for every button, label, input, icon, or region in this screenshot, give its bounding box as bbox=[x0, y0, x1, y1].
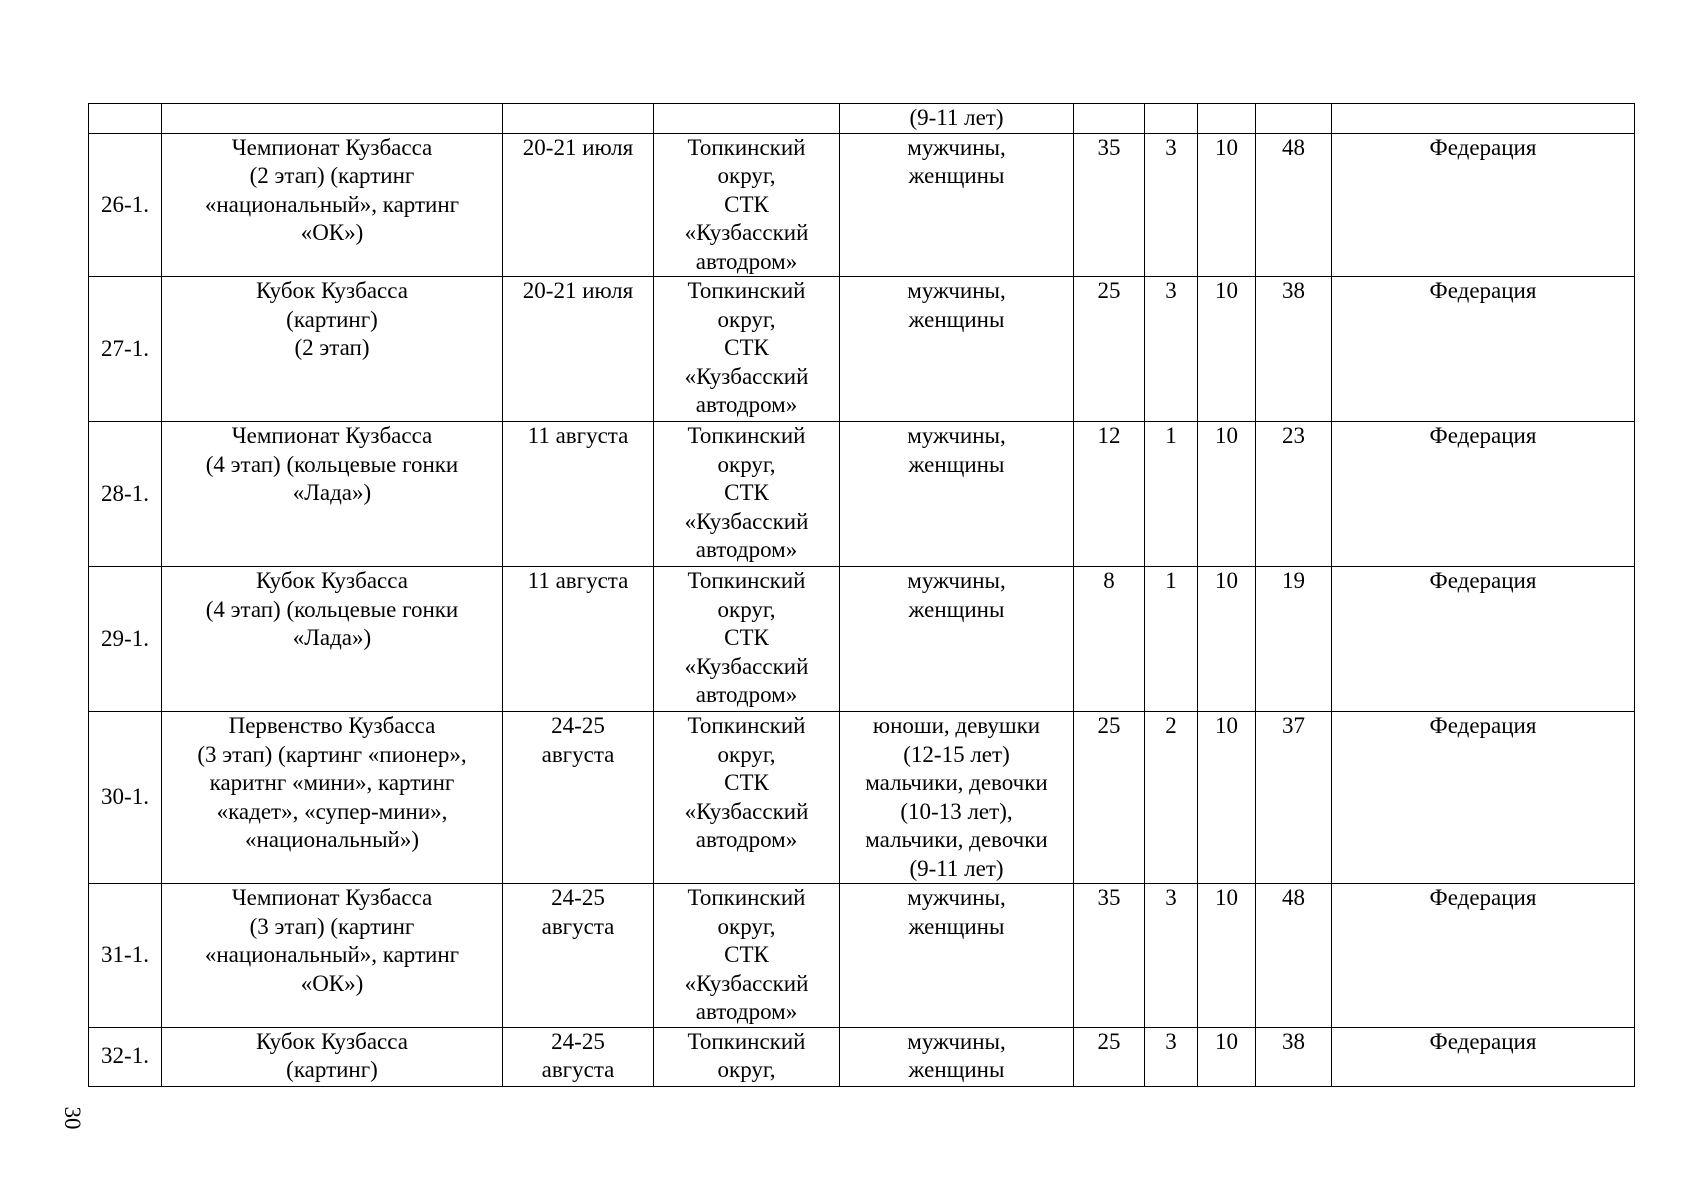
event-place: Топкинский округ, СТК «Кузбасский автодром» bbox=[654, 567, 840, 712]
count-2: 3 bbox=[1145, 277, 1198, 422]
organizer: Федерация bbox=[1332, 884, 1635, 1028]
count-total: 37 bbox=[1256, 712, 1332, 884]
row-number: 30-1. bbox=[89, 712, 162, 884]
row-number: 32-1. bbox=[89, 1027, 162, 1086]
event-participants: мужчины, женщины bbox=[840, 567, 1074, 712]
count-1: 25 bbox=[1074, 277, 1145, 422]
event-name: Чемпионат Кузбасса (3 этап) (картинг «национальный», картинг «ОК») bbox=[162, 884, 503, 1028]
table-row bbox=[89, 567, 1635, 712]
page-number: 30 bbox=[60, 1106, 85, 1130]
event-dates bbox=[503, 104, 654, 134]
event-place: Топкинский округ, СТК «Кузбасский автодром» bbox=[654, 712, 840, 884]
count-2: 2 bbox=[1145, 712, 1198, 884]
count-2: 1 bbox=[1145, 567, 1198, 712]
table-row bbox=[89, 133, 1635, 277]
event-name bbox=[162, 104, 503, 134]
event-place: Топкинский округ, СТК «Кузбасский автодром» bbox=[654, 133, 840, 277]
event-place: Топкинский округ, СТК «Кузбасский автодром» bbox=[654, 277, 840, 422]
count-2 bbox=[1145, 104, 1198, 134]
event-place: Топкинский округ, bbox=[654, 1027, 840, 1086]
count-1: 25 bbox=[1074, 712, 1145, 884]
row-number bbox=[89, 104, 162, 134]
row-number: 27-1. bbox=[89, 277, 162, 422]
row-number: 31-1. bbox=[89, 884, 162, 1028]
events-table bbox=[88, 103, 1635, 1087]
count-3 bbox=[1198, 104, 1256, 134]
organizer: Федерация bbox=[1332, 567, 1635, 712]
count-3: 10 bbox=[1198, 1027, 1256, 1086]
event-participants: мужчины, женщины bbox=[840, 884, 1074, 1028]
organizer: Федерация bbox=[1332, 422, 1635, 567]
count-2: 3 bbox=[1145, 884, 1198, 1028]
event-place: Топкинский округ, СТК «Кузбасский автодром» bbox=[654, 422, 840, 567]
count-total: 23 bbox=[1256, 422, 1332, 567]
count-3: 10 bbox=[1198, 277, 1256, 422]
event-name: Первенство Кузбасса (3 этап) (картинг «пионер», каритнг «мини», картинг «кадет», «супер-мини», «национальный») bbox=[162, 712, 503, 884]
count-total: 48 bbox=[1256, 884, 1332, 1028]
organizer: Федерация bbox=[1332, 1027, 1635, 1086]
organizer bbox=[1332, 104, 1635, 134]
organizer: Федерация bbox=[1332, 712, 1635, 884]
event-place bbox=[654, 104, 840, 134]
table-row bbox=[89, 884, 1635, 1028]
event-participants: юноши, девушки (12-15 лет) мальчики, девочки (10-13 лет), мальчики, девочки (9-11 лет) bbox=[840, 712, 1074, 884]
event-name: Кубок Кузбасса (4 этап) (кольцевые гонки «Лада») bbox=[162, 567, 503, 712]
event-participants: мужчины, женщины bbox=[840, 1027, 1074, 1086]
event-dates: 11 августа bbox=[503, 567, 654, 712]
count-2: 1 bbox=[1145, 422, 1198, 567]
count-3: 10 bbox=[1198, 133, 1256, 277]
event-participants: (9-11 лет) bbox=[840, 104, 1074, 134]
count-total: 38 bbox=[1256, 1027, 1332, 1086]
organizer: Федерация bbox=[1332, 133, 1635, 277]
count-1: 8 bbox=[1074, 567, 1145, 712]
count-total bbox=[1256, 104, 1332, 134]
table-row bbox=[89, 422, 1635, 567]
row-number: 28-1. bbox=[89, 422, 162, 567]
count-total: 48 bbox=[1256, 133, 1332, 277]
count-1 bbox=[1074, 104, 1145, 134]
table-row bbox=[89, 712, 1635, 884]
count-total: 19 bbox=[1256, 567, 1332, 712]
table-row-continuation bbox=[89, 104, 1635, 134]
count-1: 12 bbox=[1074, 422, 1145, 567]
count-1: 35 bbox=[1074, 133, 1145, 277]
event-name: Кубок Кузбасса (картинг) bbox=[162, 1027, 503, 1086]
table-row bbox=[89, 1027, 1635, 1086]
organizer: Федерация bbox=[1332, 277, 1635, 422]
event-name: Чемпионат Кузбасса (2 этап) (картинг «национальный», картинг «ОК») bbox=[162, 133, 503, 277]
table-row bbox=[89, 277, 1635, 422]
count-total: 38 bbox=[1256, 277, 1332, 422]
event-participants: мужчины, женщины bbox=[840, 277, 1074, 422]
event-participants: мужчины, женщины bbox=[840, 422, 1074, 567]
count-1: 35 bbox=[1074, 884, 1145, 1028]
count-3: 10 bbox=[1198, 712, 1256, 884]
event-dates: 24-25 августа bbox=[503, 712, 654, 884]
count-3: 10 bbox=[1198, 422, 1256, 567]
event-name: Кубок Кузбасса (картинг) (2 этап) bbox=[162, 277, 503, 422]
row-number: 26-1. bbox=[89, 133, 162, 277]
event-dates: 24-25 августа bbox=[503, 1027, 654, 1086]
event-place: Топкинский округ, СТК «Кузбасский автодром» bbox=[654, 884, 840, 1028]
event-participants: мужчины, женщины bbox=[840, 133, 1074, 277]
event-dates: 20-21 июля bbox=[503, 133, 654, 277]
event-dates: 11 августа bbox=[503, 422, 654, 567]
count-2: 3 bbox=[1145, 133, 1198, 277]
event-dates: 24-25 августа bbox=[503, 884, 654, 1028]
event-name: Чемпионат Кузбасса (4 этап) (кольцевые гонки «Лада») bbox=[162, 422, 503, 567]
count-2: 3 bbox=[1145, 1027, 1198, 1086]
row-number: 29-1. bbox=[89, 567, 162, 712]
count-3: 10 bbox=[1198, 884, 1256, 1028]
event-dates: 20-21 июля bbox=[503, 277, 654, 422]
count-3: 10 bbox=[1198, 567, 1256, 712]
count-1: 25 bbox=[1074, 1027, 1145, 1086]
